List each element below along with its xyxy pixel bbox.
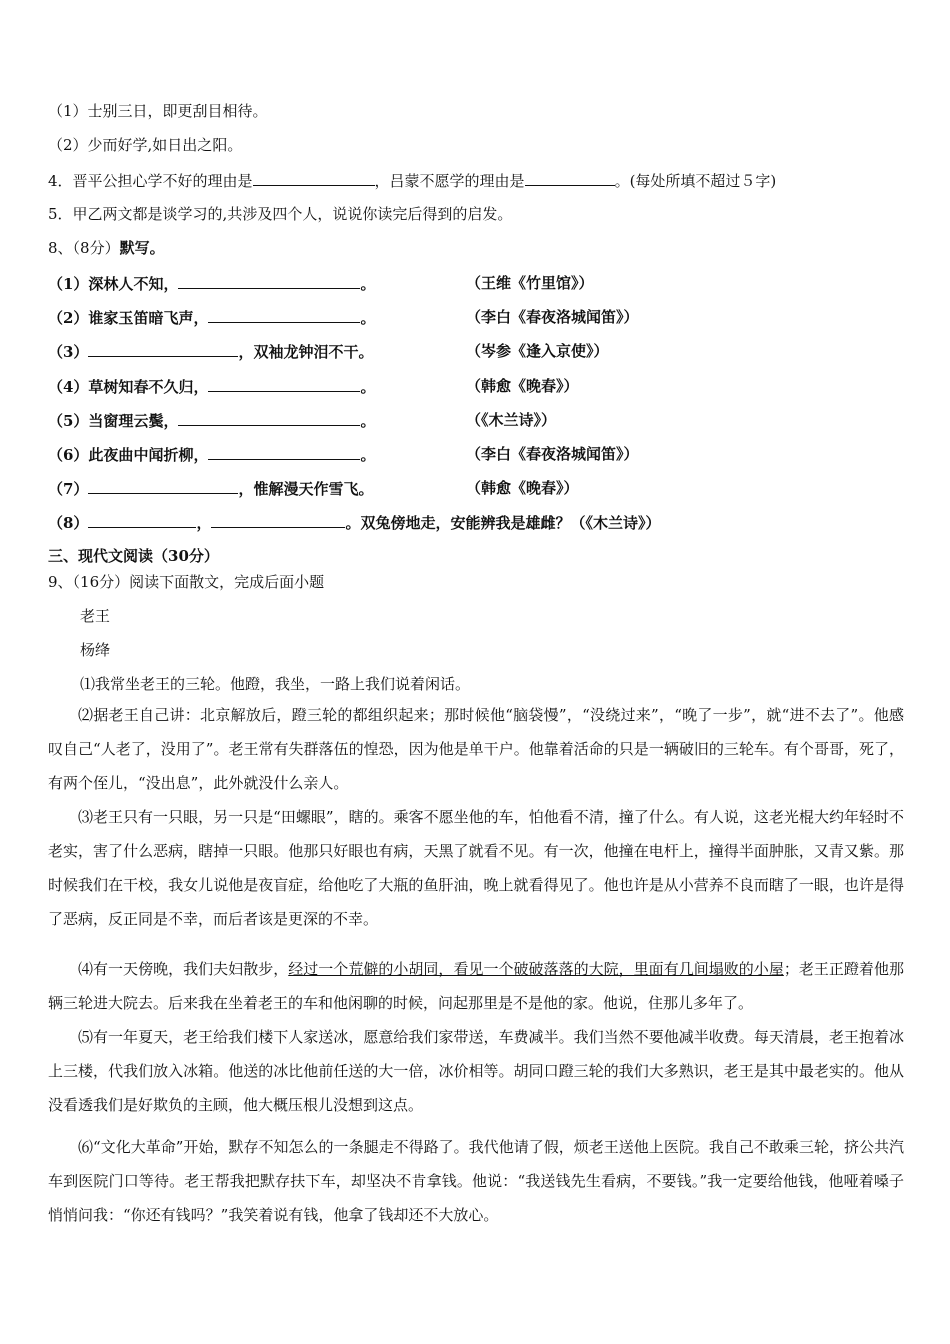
paragraph-6: ⑹“文化大革命”开始，默存不知怎么的一条腿走不得路了。我代他请了假，烦老王送他上医院。我自己不敢乘三轮，挤公共汽车到医院门口等待。老王帮我把默存扶下车，却坚决不肯拿钱。他说：“我送钱先生看病，不要钱。”我一定要给他钱，他哑着嗓子悄悄问我：“你还有钱吗？”我笑着说有钱，他拿了钱却还不大放心。 <box>48 1138 904 1224</box>
dictation-end: 。 <box>360 275 376 293</box>
section-3-title: 三、现代文阅读（30分） <box>48 547 219 565</box>
dictation-item-3 <box>48 341 609 362</box>
answer-blank[interactable] <box>208 307 360 323</box>
article-title: 老王 <box>80 607 111 625</box>
article-author: 杨绛 <box>80 641 111 659</box>
underlined-sentence: 经过一个荒僻的小胡同，看见一个破破落落的大院，里面有几间塌败的小屋 <box>288 960 784 978</box>
dictation-end: 。 <box>360 446 376 464</box>
question-8-header <box>48 238 165 258</box>
paragraph-2: ⑵据老王自己讲：北京解放后，蹬三轮的都组织起来；那时候他“脑袋慢”，“没绕过来”，“晚了一步”，就“进不去了”。他感叹自己“人老了，没用了”。老王常有失群落伍的惶恐，因为他是单干户。他靠着活命的只是一辆破旧的三轮车。有个哥哥，死了，有两个侄儿，“没出息”，此外就没什么亲人。 <box>48 706 904 792</box>
paragraph-5: ⑸有一年夏天，老王给我们楼下人家送冰，愿意给我们家带送，车费减半。我们当然不要他减半收费。每天清晨，老王抱着冰上三楼，代我们放入冰箱。他送的冰比他前任送的大一倍，冰价相等。胡同口蹬三轮的我们大多熟识，老王是其中最老实的。他从没看透我们是好欺负的主顾，他大概压根儿没想到这点。 <box>48 1028 904 1114</box>
dictation-end: 。 <box>360 309 376 327</box>
question-5: 5．甲乙两文都是谈学习的,共涉及四个人，说说你读完后得到的启发。 <box>48 205 513 223</box>
answer-blank[interactable] <box>178 410 360 426</box>
question-4 <box>48 170 776 191</box>
q9-number: 9、（16分） <box>48 573 130 591</box>
dictation-comma: ， <box>196 514 212 532</box>
dictation-source: （李白《春夜洛城闻笛》） <box>466 308 639 326</box>
dictation-end: 。 <box>360 378 376 396</box>
dictation-source: （《木兰诗》） <box>466 411 557 429</box>
answer-blank[interactable] <box>88 512 196 528</box>
dictation-prompt: （8） <box>48 514 89 532</box>
paragraph-4-start: ⑷有一天傍晚，我们夫妇散步， <box>78 960 289 978</box>
dictation-source: （岑参《逢入京使》） <box>466 342 609 360</box>
dictation-item-7 <box>48 478 579 499</box>
dictation-item-4 <box>48 376 579 397</box>
dictation-prompt: （6）此夜曲中闻折柳， <box>48 446 209 464</box>
dictation-source: （韩愈《晚春》） <box>466 377 579 395</box>
paragraph-1: ⑴我常坐老王的三轮。他蹬，我坐，一路上我们说着闲话。 <box>80 675 471 693</box>
answer-blank[interactable] <box>211 512 345 528</box>
dictation-source: （李白《春夜洛城闻笛》） <box>466 445 639 463</box>
dictation-end: ，惟解漫天作雪飞。 <box>238 480 374 498</box>
dictation-prompt: （3） <box>48 343 89 361</box>
answer-blank[interactable] <box>88 478 238 494</box>
quote-line-2: （2）少而好学,如日出之阳。 <box>48 136 243 154</box>
dictation-end: 。双兔傍地走，安能辨我是雄雌？（《木兰诗》） <box>345 514 661 532</box>
dictation-item-5 <box>48 410 557 431</box>
dictation-prompt: （5）当窗理云鬓， <box>48 412 179 430</box>
q8-number: 8、（8分） <box>48 239 120 257</box>
answer-blank[interactable] <box>208 444 360 460</box>
dictation-item-6 <box>48 444 639 465</box>
dictation-prompt: （7） <box>48 480 89 498</box>
answer-blank[interactable] <box>525 170 615 186</box>
dictation-source: （王维《竹里馆》） <box>466 274 594 292</box>
q4-text-b: ，吕蒙不愿学的理由是 <box>374 172 525 190</box>
dictation-end: ，双袖龙钟泪不干。 <box>238 343 374 361</box>
dictation-end: 。 <box>360 412 376 430</box>
quote-line-1: （1）士别三日，即更刮目相待。 <box>48 102 268 120</box>
q4-text-a: 4．晋平公担心学不好的理由是 <box>48 172 253 190</box>
paragraph-4-end: ；老王正蹬着他那辆三轮进大院去。后来我在坐着老王的车和他闲聊的时候，问起那里是不是他的家。他说，住那儿多年了。 <box>48 960 904 1012</box>
question-9 <box>48 572 324 592</box>
answer-blank[interactable] <box>208 376 360 392</box>
paragraph-4 <box>48 952 904 1020</box>
dictation-item-1 <box>48 273 594 294</box>
paragraph-3: ⑶老王只有一只眼，另一只是“田螺眼”，瞎的。乘客不愿坐他的车，怕他看不清，撞了什么。有人说，这老光棍大约年轻时不老实，害了什么恶病，瞎掉一只眼。他那只好眼也有病，天黑了就看不见。有一次，他撞在电杆上，撞得半面肿胀，又青又紫。那时候我们在干校，我女儿说他是夜盲症，给他吃了大瓶的鱼肝油，晚上就看得见了。他也许是从小营养不良而瞎了一眼，也许是得了恶病，反正同是不幸，而后者该是更深的不幸。 <box>48 808 904 928</box>
q8-instruction: 默写。 <box>119 239 165 257</box>
dictation-item-8 <box>48 512 660 533</box>
dictation-prompt: （2）谁家玉笛暗飞声， <box>48 309 209 327</box>
dictation-source: （韩愈《晚春》） <box>466 479 579 497</box>
dictation-item-2 <box>48 307 639 328</box>
answer-blank[interactable] <box>253 170 375 186</box>
dictation-prompt: （1）深林人不知， <box>48 275 179 293</box>
answer-blank[interactable] <box>88 341 238 357</box>
dictation-prompt: （4）草树知春不久归， <box>48 378 209 396</box>
answer-blank[interactable] <box>178 273 360 289</box>
q4-text-c: 。(每处所填不超过５字) <box>614 172 777 190</box>
q9-instruction: 阅读下面散文，完成后面小题 <box>129 573 325 591</box>
